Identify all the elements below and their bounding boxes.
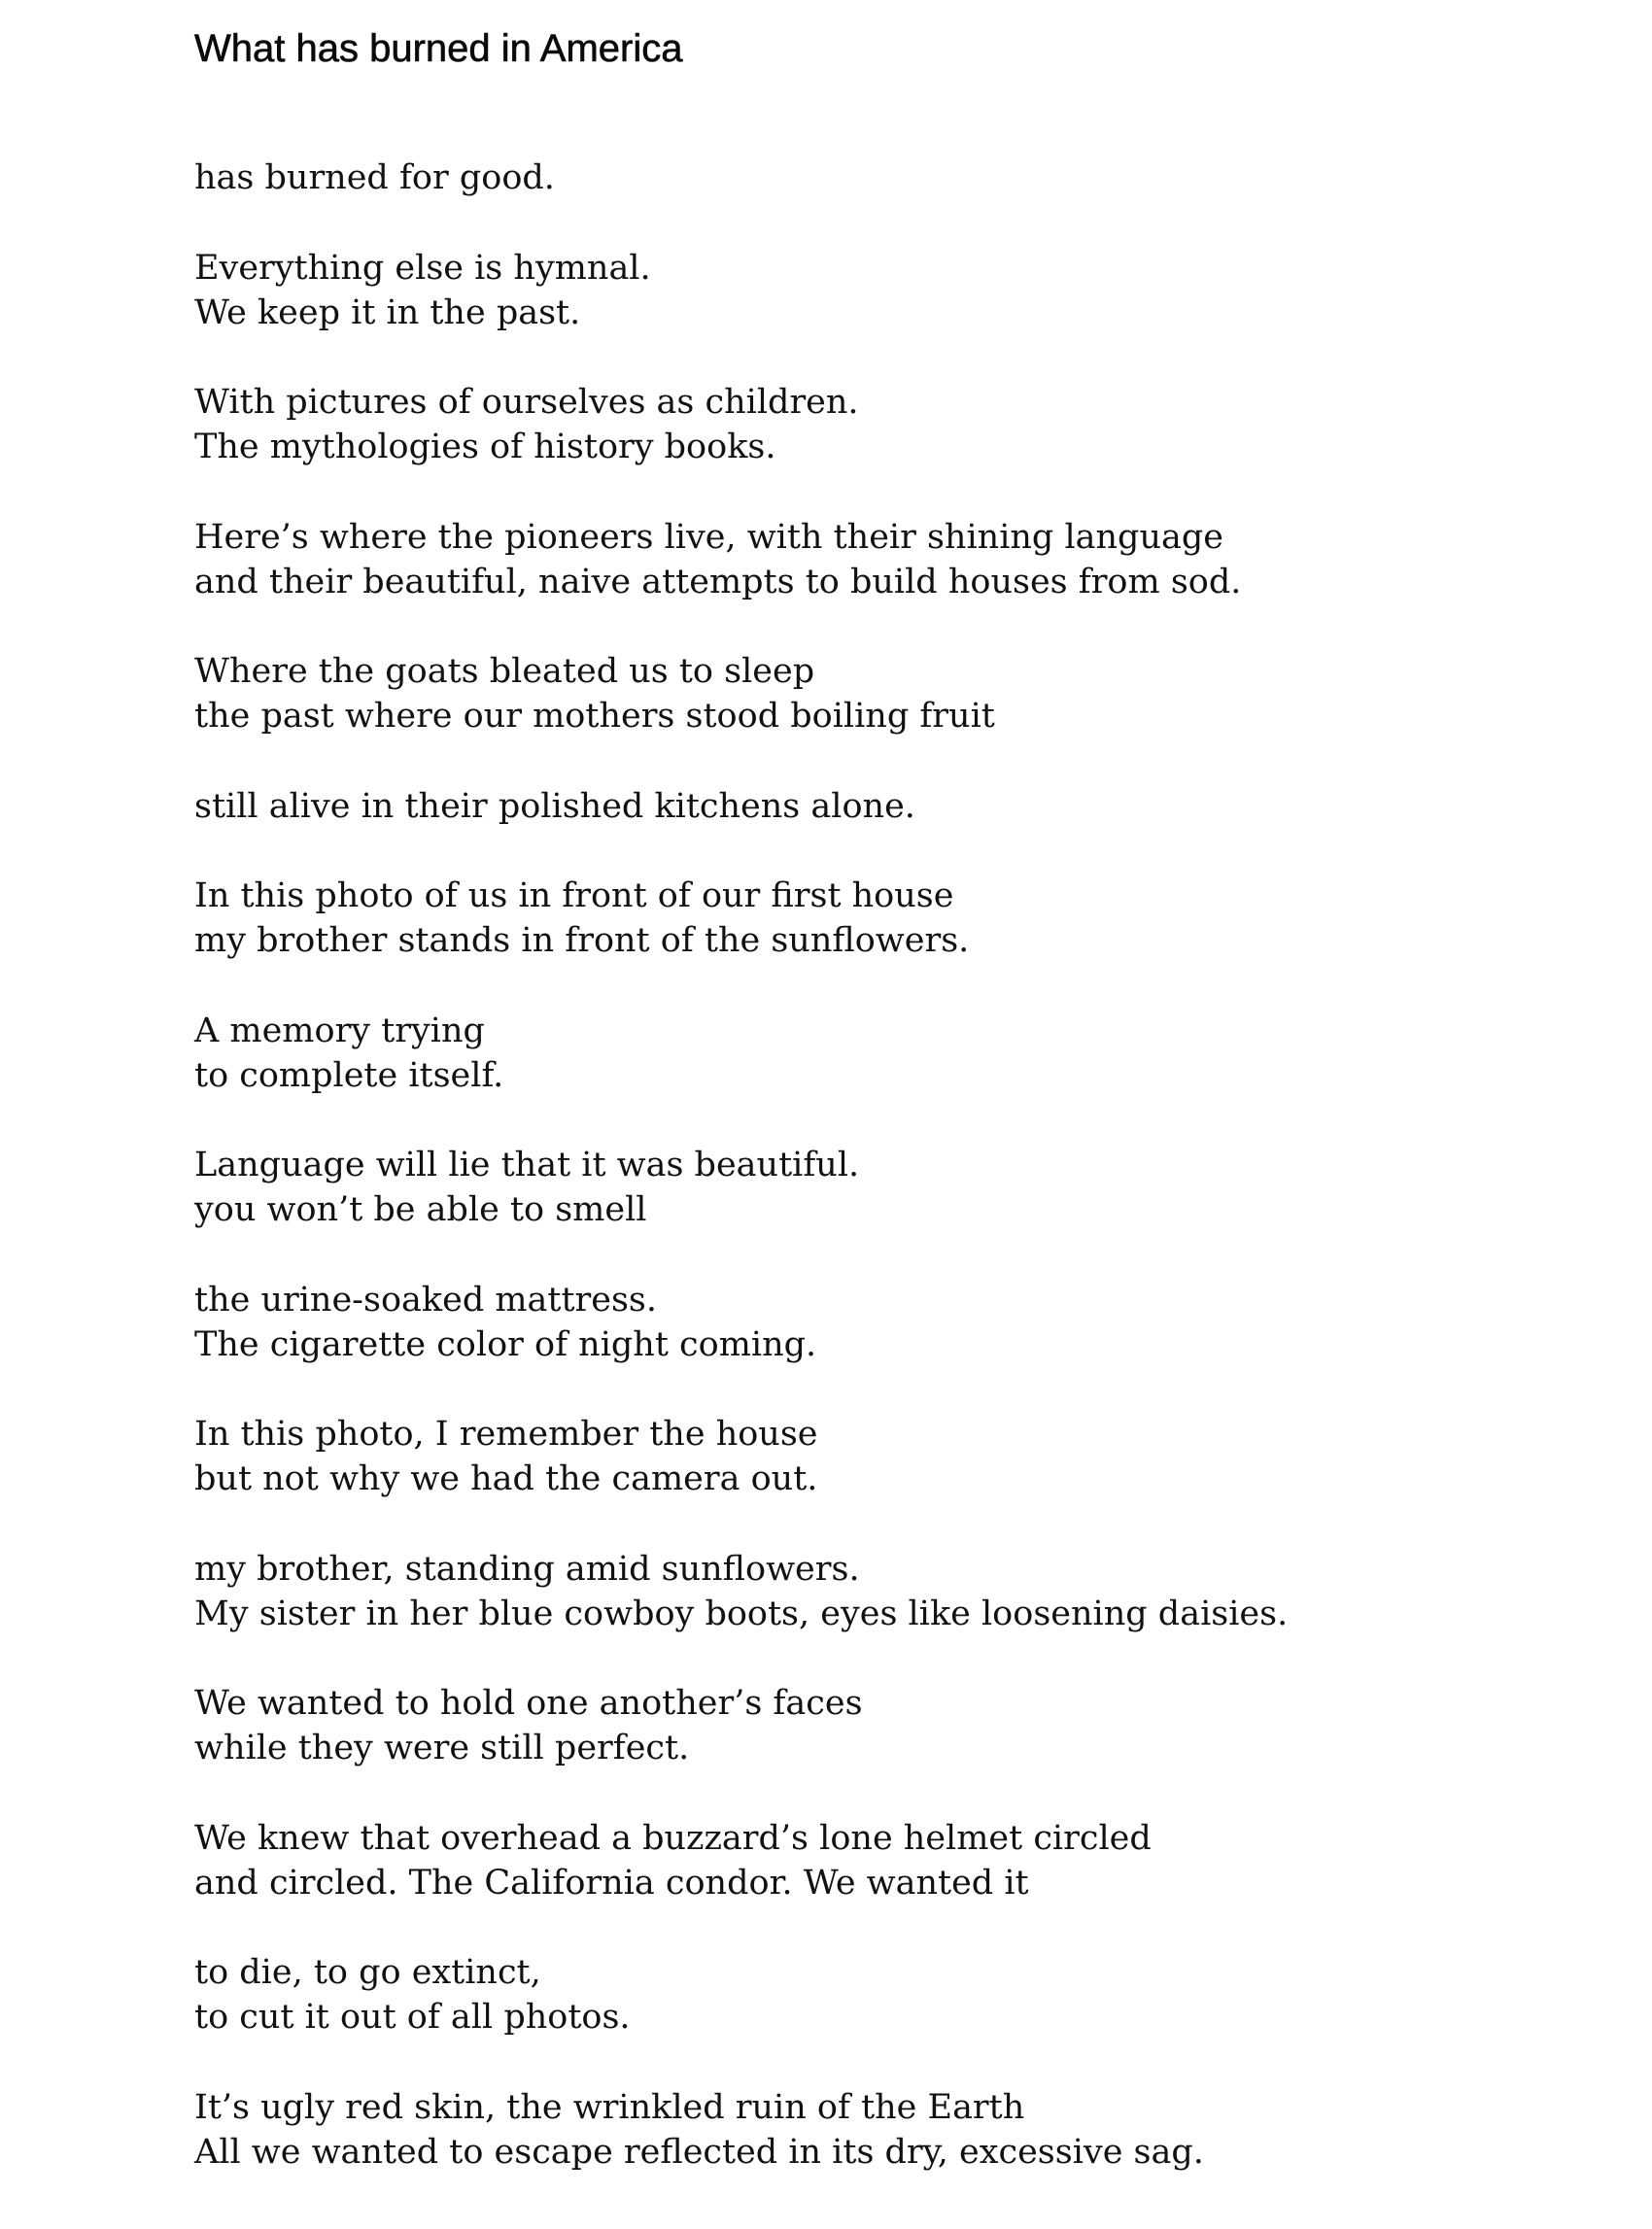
poem-line: and circled. The California condor. We wanted it (194, 1863, 1029, 1903)
stanza (194, 1412, 1555, 1501)
poem-line: Where the goats bleated us to sleep (194, 652, 815, 691)
stanza (194, 1009, 1555, 1098)
poem-line: It’s ugly red skin, the wrinkled ruin of the Earth (194, 2087, 1025, 2127)
stanza (194, 874, 1555, 963)
stanza (194, 155, 1555, 200)
poem-line: My sister in her blue cowboy boots, eyes like loosening daisies. (194, 1594, 1289, 1633)
stanza (194, 515, 1555, 604)
stanza (194, 380, 1555, 469)
poem-line: The cigarette color of night coming. (194, 1324, 817, 1364)
poem-line: Here’s where the pioneers live, with their shining language (194, 517, 1223, 557)
poem-line: you won’t be able to smell (194, 1190, 647, 1229)
poem-line: has burned for good. (194, 158, 555, 197)
stanza (194, 1950, 1555, 2040)
poem-line: and their beautiful, naive attempts to build houses from sod. (194, 562, 1242, 601)
poem-body (194, 155, 1555, 2219)
poem-line: The mythologies of history books. (194, 428, 776, 466)
poem-line: All we wanted to escape reflected in its dry, excessive sag. (194, 2132, 1204, 2172)
poem-line: In this photo, I remember the house (194, 1415, 818, 1454)
poem-line: the urine-soaked mattress. (194, 1280, 658, 1320)
stanza (194, 1681, 1555, 1770)
stanza (194, 1278, 1555, 1367)
poem-line: the past where our mothers stood boiling fruit (194, 697, 995, 736)
poem-line: We keep it in the past. (194, 292, 581, 332)
poem-title: What has burned in America (194, 27, 683, 70)
poem-line: while they were still perfect. (194, 1729, 690, 1767)
stanza (194, 784, 1555, 829)
poem-line: We wanted to hold one another’s faces (194, 1684, 863, 1723)
poem-line: Language will lie that it was beautiful. (194, 1146, 860, 1184)
poem-line: In this photo of us in front of our first house (194, 876, 954, 915)
stanza (194, 649, 1555, 738)
poem-line: still alive in their polished kitchens alone. (194, 786, 915, 826)
stanza (194, 2085, 1555, 2175)
stanza (194, 246, 1555, 335)
poem-line: We knew that overhead a buzzard’s lone helmet circled (194, 1818, 1152, 1858)
poem-line: Everything else is hymnal. (194, 248, 651, 288)
stanza (194, 1547, 1555, 1636)
poem-line: my brother stands in front of the sunflowers. (194, 921, 970, 960)
poem-line: to complete itself. (194, 1055, 504, 1095)
poem-line: to die, to go extinct, (194, 1953, 541, 1992)
poem-line: my brother, standing amid sunflowers. (194, 1549, 860, 1589)
poem-line: With pictures of ourselves as children. (194, 383, 859, 422)
stanza (194, 1143, 1555, 1232)
poem-line: A memory trying (194, 1011, 485, 1050)
stanza (194, 1816, 1555, 1905)
poem-line: to cut it out of all photos. (194, 1998, 631, 2037)
poem-line: but not why we had the camera out. (194, 1459, 818, 1498)
